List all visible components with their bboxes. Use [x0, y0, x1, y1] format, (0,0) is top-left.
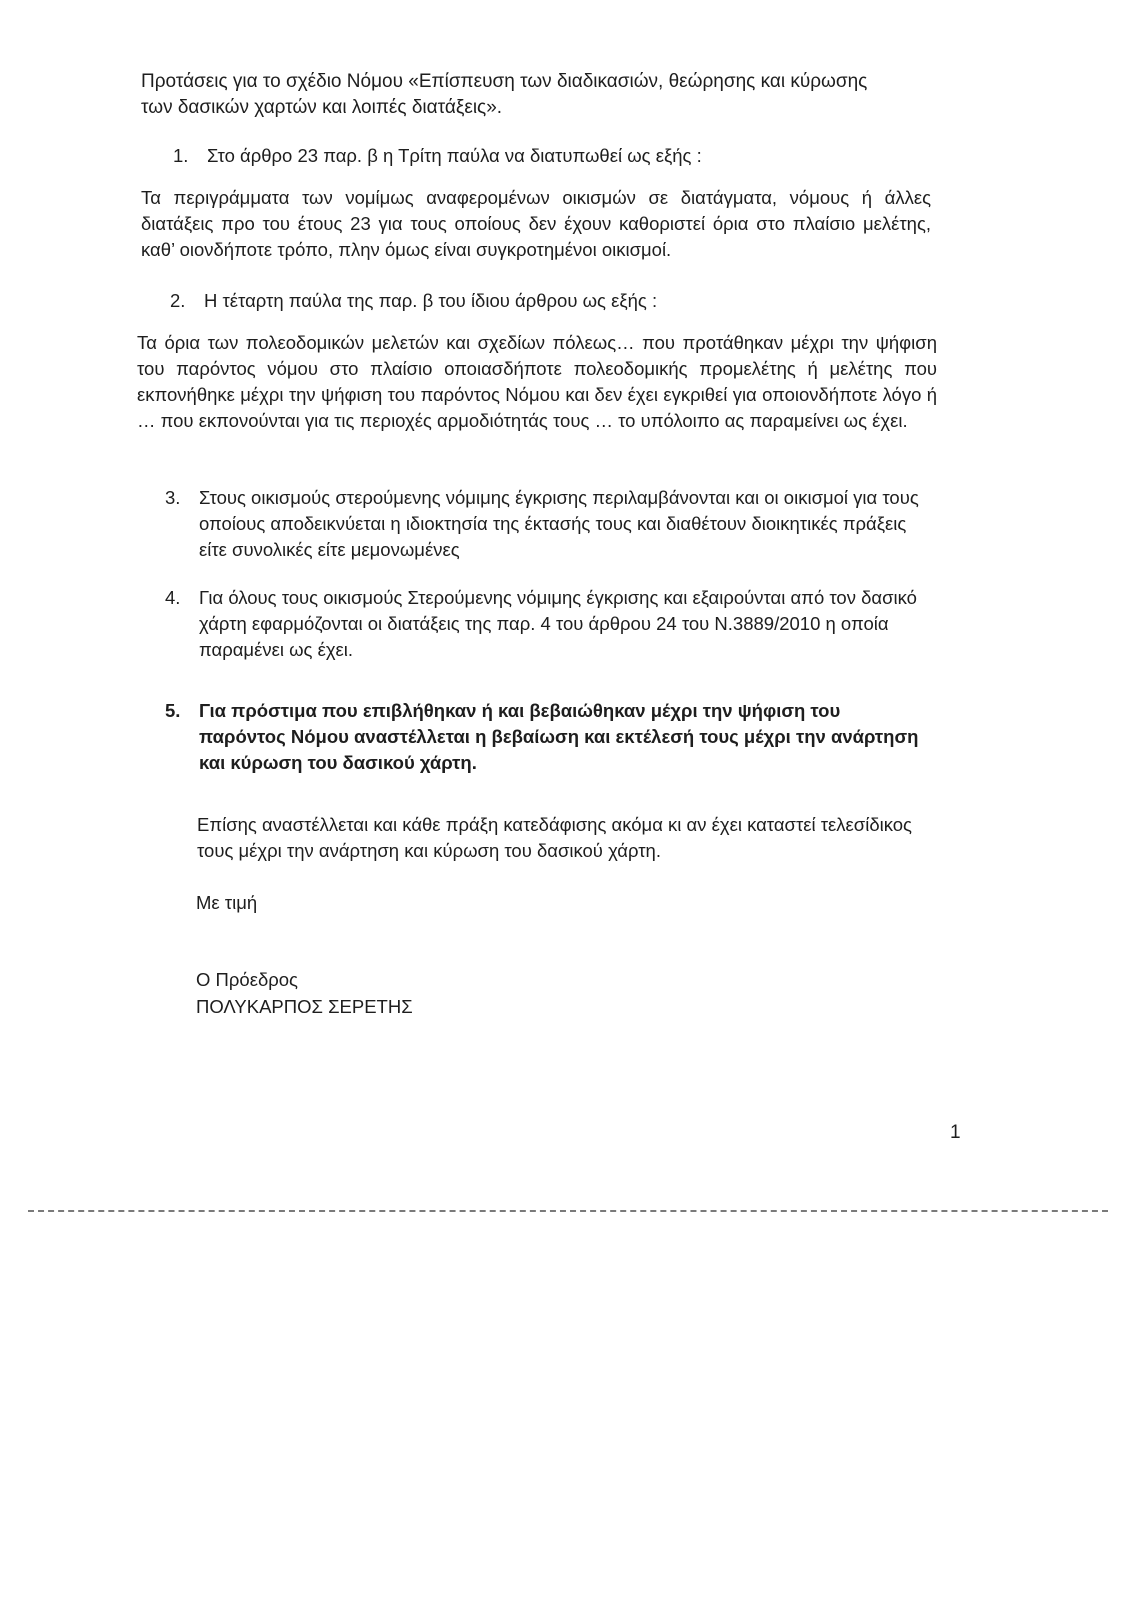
page-number: 1	[950, 1122, 961, 1143]
list-item-2	[170, 288, 890, 314]
list-item-text: Στους οικισμούς στερούμενης νόμιμης έγκρισης περιλαμβάνονται και οι οικισμοί για τους οποίους αποδεικνύεται η ιδιοκτησία της έκτασής τους και διαθέτουν διοικητικές πράξεις είτε συνολικές είτε μεμονωμένες	[199, 487, 919, 560]
list-item-text: Για πρόστιμα που επιβλήθηκαν ή και βεβαιώθηκαν μέχρι την ψήφιση του παρόντος Νόμου αναστέλλεται η βεβαίωση και εκτέλεσή τους μέχρι την ανάρτηση και κύρωση του δασικού χάρτη.	[199, 700, 919, 773]
list-item-number: 2.	[170, 290, 186, 311]
list-item-3	[165, 485, 925, 563]
list-item-number: 3.	[165, 487, 181, 508]
suspension-paragraph: Επίσης αναστέλλεται και κάθε πράξη κατεδάφισης ακόμα κι αν έχει καταστεί τελεσίδικος τους μέχρι την ανάρτηση και κύρωση του δασικού χάρτη.	[197, 814, 912, 861]
item-1-paragraph: Τα περιγράμματα των νομίμως αναφερομένων οικισμών σε διατάγματα, νόμους ή άλλες διατάξεις προ του έτους 23 για τους οποίους δεν έχουν καθοριστεί όρια στο πλαίσιο μελέτης, καθ’ οιονδήποτε τρόπο, πλην όμως είναι συγκροτημένοι οικισμοί.	[141, 187, 931, 260]
scan-edge-divider	[28, 1210, 1108, 1212]
list-item-number: 1.	[173, 145, 189, 166]
signature-name: ΠΟΛΥΚΑΡΠΟΣ ΣΕΡΕΤΗΣ	[196, 996, 413, 1017]
signature-role: Ο Πρόεδρος	[196, 969, 298, 990]
list-item-text: Η τέταρτη παύλα της παρ. β του ίδιου άρθρου ως εξής :	[204, 290, 658, 311]
closing-text: Με τιμή	[196, 892, 258, 913]
document-title: Προτάσεις για το σχέδιο Νόμου «Επίσπευση των διαδικασιών, θεώρησης και κύρωσης των δασικών χαρτών και λοιπές διατάξεις».	[141, 71, 868, 118]
list-item-4	[165, 585, 950, 663]
item-2-paragraph: Τα όρια των πολεοδομικών μελετών και σχεδίων πόλεως… που προτάθηκαν μέχρι την ψήφιση του παρόντος νόμου στο πλαίσιο οποιασδήποτε πολεοδομικής προμελέτης ή μελέτης που εκπονήθηκε μέχρι την ψήφιση του παρόντος Νόμου και δεν έχει εγκριθεί για οποιονδήποτε λόγο ή … που εκπονούνται για τις περιοχές αρμοδιότητάς τους … το υπόλοιπο ας παραμείνει ως έχει.	[137, 332, 937, 431]
list-item-5	[165, 698, 925, 776]
list-item-text: Για όλους τους οικισμούς Στερούμενης νόμιμης έγκρισης και εξαιρούνται από τον δασικό χάρτη εφαρμόζονται οι διατάξεις της παρ. 4 του άρθρου 24 του Ν.3889/2010 η οποία παραμένει ως έχει.	[199, 587, 917, 660]
list-item-text: Στο άρθρο 23 παρ. β η Τρίτη παύλα να διατυπωθεί ως εξής :	[207, 145, 702, 166]
list-item-number: 5.	[165, 700, 181, 721]
list-item-number: 4.	[165, 587, 181, 608]
list-item-1	[173, 143, 893, 169]
